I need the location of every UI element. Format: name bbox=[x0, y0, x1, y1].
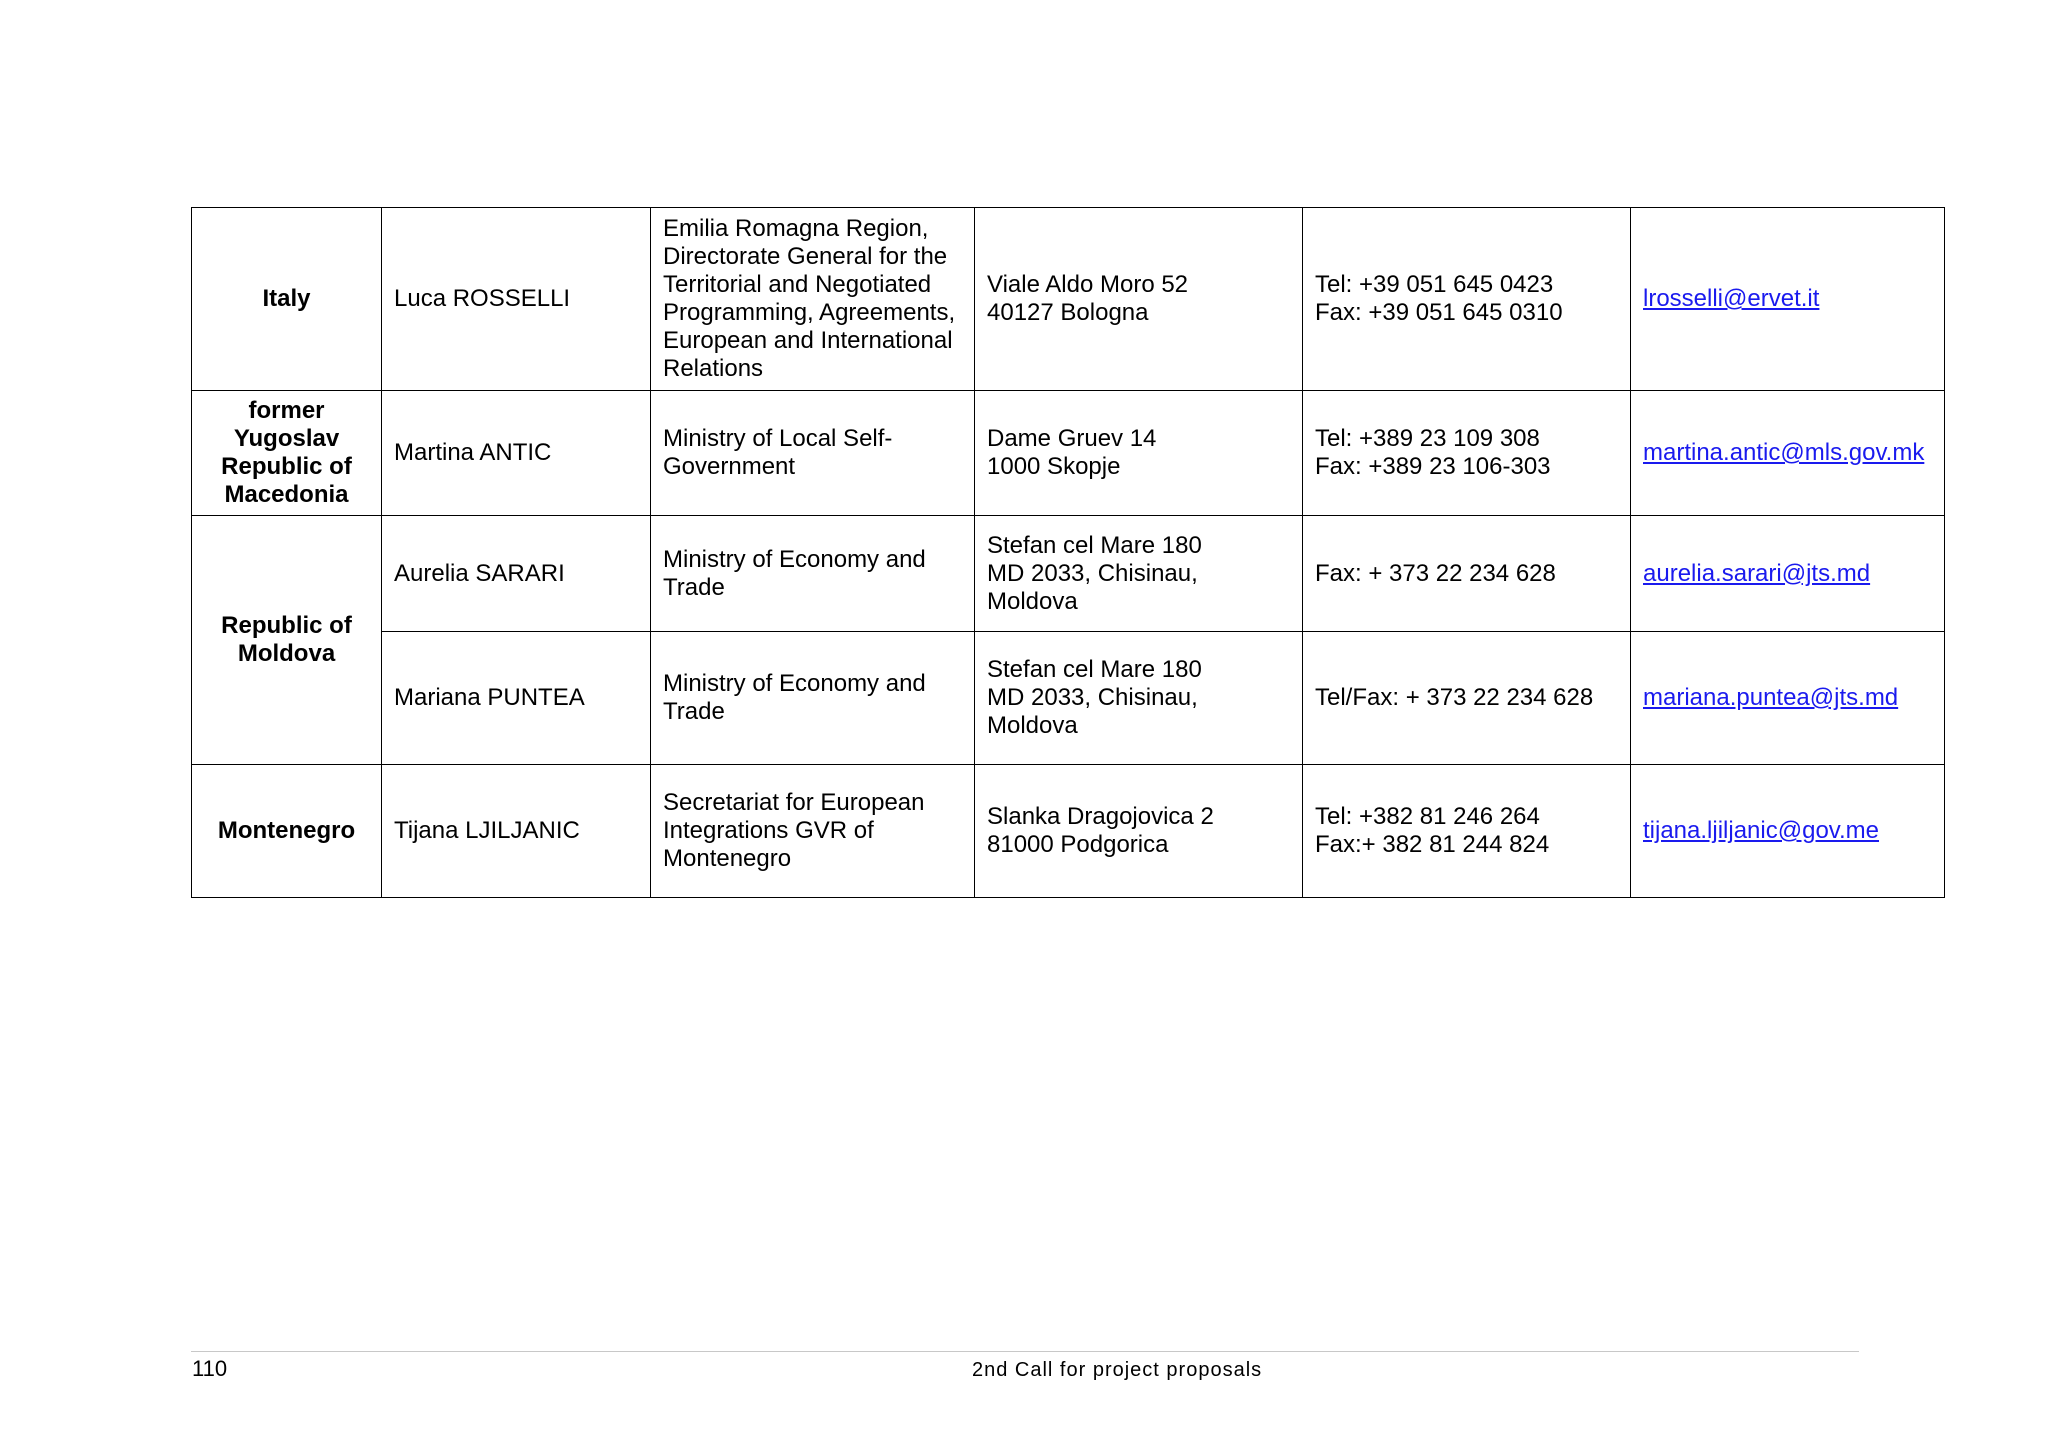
email-link[interactable]: tijana.ljiljanic@gov.me bbox=[1643, 817, 1880, 844]
contact-name-cell: Tijana LJILJANIC bbox=[382, 765, 651, 898]
country-cell: Italy bbox=[192, 208, 382, 391]
contact-name-cell: Martina ANTIC bbox=[382, 391, 651, 516]
email-cell bbox=[1631, 208, 1945, 391]
institution-cell: Ministry of Local Self-Government bbox=[651, 391, 975, 516]
phone-cell: Fax: + 373 22 234 628 bbox=[1303, 516, 1631, 632]
phone-cell: Tel: +389 23 109 308 Fax: +389 23 106-303 bbox=[1303, 391, 1631, 516]
email-cell bbox=[1631, 391, 1945, 516]
table-row bbox=[192, 208, 1945, 391]
contact-name-cell: Luca ROSSELLI bbox=[382, 208, 651, 391]
country-cell: Montenegro bbox=[192, 765, 382, 898]
institution-cell: Emilia Romagna Region, Directorate General for the Territorial and Negotiated Programming, Agreements, European and International Relations bbox=[651, 208, 975, 391]
country-cell: Republic of Moldova bbox=[192, 516, 382, 765]
table-row bbox=[192, 765, 1945, 898]
address-cell: Stefan cel Mare 180 MD 2033, Chisinau, Moldova bbox=[975, 632, 1303, 765]
email-link[interactable]: lrosselli@ervet.it bbox=[1643, 285, 1820, 312]
email-cell bbox=[1631, 765, 1945, 898]
email-cell bbox=[1631, 516, 1945, 632]
contact-name-cell: Mariana PUNTEA bbox=[382, 632, 651, 765]
email-cell bbox=[1631, 632, 1945, 765]
institution-cell: Ministry of Economy and Trade bbox=[651, 632, 975, 765]
email-link[interactable]: mariana.puntea@jts.md bbox=[1643, 684, 1899, 711]
table-row bbox=[192, 516, 1945, 632]
address-cell: Viale Aldo Moro 52 40127 Bologna bbox=[975, 208, 1303, 391]
page-number: 110 bbox=[192, 1356, 228, 1381]
document-title: 2nd Call for project proposals bbox=[972, 1359, 1263, 1381]
footer-divider bbox=[191, 1351, 1859, 1352]
address-cell: Slanka Dragojovica 2 81000 Podgorica bbox=[975, 765, 1303, 898]
table-row bbox=[192, 391, 1945, 516]
phone-cell: Tel: +39 051 645 0423 Fax: +39 051 645 0310 bbox=[1303, 208, 1631, 391]
phone-cell: Tel: +382 81 246 264 Fax:+ 382 81 244 824 bbox=[1303, 765, 1631, 898]
address-cell: Stefan cel Mare 180 MD 2033, Chisinau, Moldova bbox=[975, 516, 1303, 632]
email-link[interactable]: martina.antic@mls.gov.mk bbox=[1643, 439, 1925, 466]
email-link[interactable]: aurelia.sarari@jts.md bbox=[1643, 559, 1871, 587]
address-cell: Dame Gruev 14 1000 Skopje bbox=[975, 391, 1303, 516]
contact-name-cell: Aurelia SARARI bbox=[382, 516, 651, 632]
country-cell: former Yugoslav Republic of Macedonia bbox=[192, 391, 382, 516]
table-row bbox=[192, 632, 1945, 765]
institution-cell: Secretariat for European Integrations GVR of Montenegro bbox=[651, 765, 975, 898]
phone-cell: Tel/Fax: + 373 22 234 628 bbox=[1303, 632, 1631, 765]
contacts-table bbox=[191, 207, 1945, 898]
institution-cell: Ministry of Economy and Trade bbox=[651, 516, 975, 632]
